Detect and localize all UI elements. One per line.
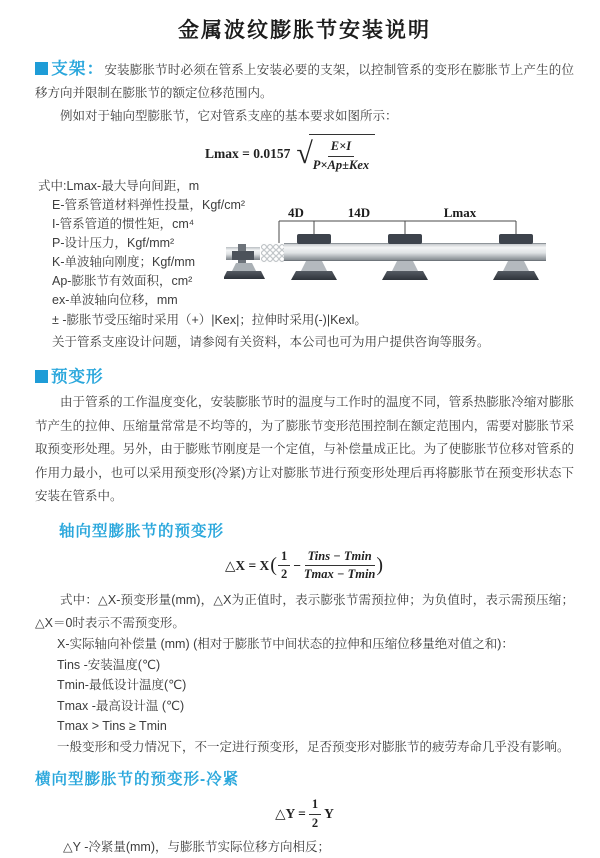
note-service: 关于管系支座设计问题，请参阅有关资料，本公司也可为用户提供咨询等服务。 (52, 334, 490, 349)
predeform-section-heading: 预变形 (51, 368, 104, 387)
half-numerator: 1 (278, 549, 290, 567)
formula-lateral (275, 797, 334, 831)
sqrt-radical-icon: √ (296, 137, 313, 171)
definition-line: K-单波轴向刚度；Kgf/mm (52, 255, 196, 270)
diagram-label-4d: 4D (288, 205, 304, 221)
temp-numerator: Tins − Tmin (305, 549, 375, 567)
definition-line: ex-单波轴向位移，mm (52, 293, 178, 308)
lateral-denominator: 2 (311, 815, 319, 830)
formula-lateral-lhs: △Y = (275, 806, 306, 822)
axial-subheading: 轴向型膨胀节的预变形 (59, 522, 225, 540)
temp-denominator: Tmax − Tmin (303, 567, 376, 582)
section-bullet-icon (35, 370, 48, 383)
axial-note: 一般变形和受力情况下，不一定进行预变形，足否预变形对膨胀节的疲劳寿命几乎没有影响。 (57, 739, 570, 754)
open-paren: ( (270, 554, 277, 577)
anchor-saddle (232, 263, 256, 271)
temp-line: Tmax -最高设计温 (℃) (57, 698, 185, 713)
anchor-base (224, 271, 265, 279)
support-example-text: 例如对于轴向型膨胀节，它对管系支座的基本要求如图所示： (60, 109, 398, 123)
support-intro-paragraph (35, 58, 574, 105)
definition-line: I-管系管道的惯性矩，cm⁴ (52, 217, 195, 232)
diagram-label-14d: 14D (347, 205, 371, 221)
formula-lmax (205, 134, 375, 173)
formula-lmax-numerator: E×I (328, 139, 354, 157)
support-intro-text: 安装膨胀节时必须在管系上安装必要的支架，以控制管系的变形在膨胀节上产生的位移方向并限制在膨胀节的额定位移范围内。 (35, 63, 575, 100)
formula-axial (225, 549, 384, 583)
temp-line: Tins -安装温度(℃) (57, 657, 161, 672)
main-pipe (284, 243, 546, 261)
formula-lmax-lhs: Lmax = 0.0157 (205, 145, 291, 161)
support-section-heading: 支架： (51, 60, 105, 78)
lateral-subheading: 横向型膨胀节的预变形-冷紧 (35, 771, 240, 788)
close-paren: ) (376, 554, 384, 577)
note-plusminus: ± -膨胀节受压缩时采用（+）|Kex|；拉伸时采用(-)|Kexl。 (52, 313, 367, 328)
definition-line: P-设计压力，Kgf/mm² (52, 236, 175, 251)
formula-lmax-denominator: P×Ap±Kex (312, 157, 370, 172)
diagram-label-lmax: Lmax (443, 205, 477, 221)
page-title: 金属波纹膨胀节安装说明 (178, 19, 431, 42)
formula-lmax-root (309, 134, 375, 173)
half-denominator: 2 (280, 567, 288, 582)
definition-line: Ap-膨胀节有效面积，cm² (52, 274, 193, 289)
anchor-clamp (232, 251, 254, 260)
symbol-definitions (35, 177, 574, 310)
definition-line: 式中:Lmax-最大导向间距，m (38, 179, 200, 194)
temp-line: Tmax > Tins ≥ Tmin (57, 719, 167, 733)
predeform-body-text: 由于管系的工作温度变化，安装膨胀节时的温度与工作时的温度不同，管系热膨胀冷缩对膨胀节产生的拉伸、压缩量常常是不均等的，为了膨胀节变形范围控制在额定范围内，需要对膨胀节采取预变形处理。另外，由于膨账节刚度是一个定值，与补偿量成正比。为了使膨胀节位移对管系的作用力最小，也可以采用预变形(冷紧)方让对膨胀节进行预变形处理后再将膨胀节在预变形状态下安装在管系中。 (35, 395, 574, 504)
axial-x-definition: X-实际轴向补偿量 (mm) (相对于膨胀节中间状态的拉伸和压缩位移量绝对值之和)： (57, 637, 514, 651)
axial-explain-text: 式中：△X-预变形量(mm)，△X为正值时，表示膨张节需预拉伸；为负值时，表示需预压缩；△X＝0时表示不需预变形。 (35, 593, 574, 630)
lateral-numerator: 1 (309, 797, 321, 815)
formula-axial-lhs: △X = X (224, 557, 270, 573)
section-bullet-icon (35, 62, 48, 75)
minus-sign: − (293, 557, 301, 573)
predeform-section-row (35, 363, 574, 387)
support-notes (35, 310, 574, 353)
pipe-support-diagram (224, 205, 582, 305)
temp-line: Tmin-最低设计温度(℃) (57, 678, 187, 692)
lateral-note: △Y -冷紧量(mm)，与膨胀节实际位移方向相反； (63, 840, 331, 855)
formula-lateral-rhs: Y (324, 806, 334, 822)
definition-line: E-管系管道材料弹性投量，Kgf/cm² (52, 198, 246, 213)
